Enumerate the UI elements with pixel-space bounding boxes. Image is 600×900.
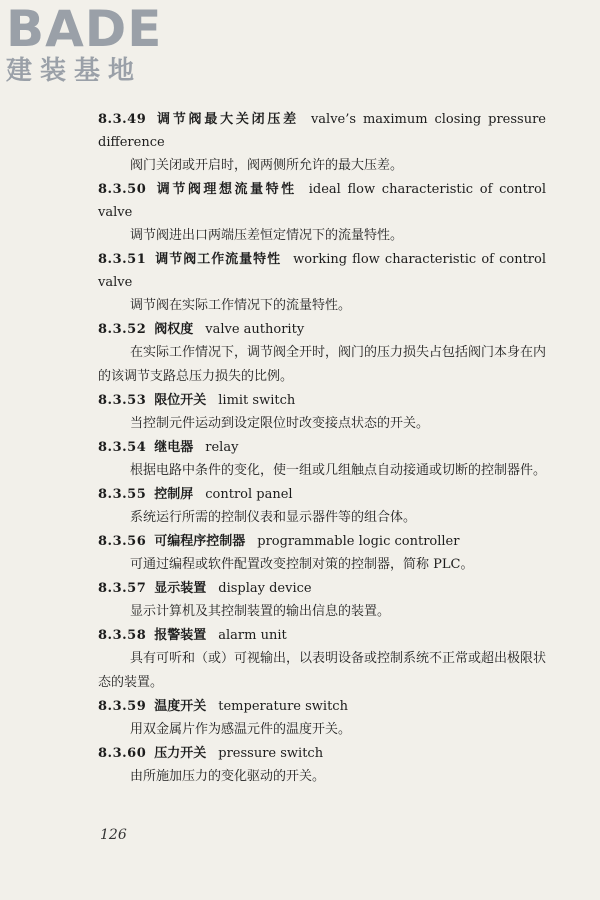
term-english: display device (218, 581, 312, 596)
entry-heading (98, 483, 546, 506)
entry-number: 8.3.57 (98, 581, 147, 596)
entry-heading (98, 248, 546, 294)
entry-heading (98, 108, 546, 154)
entry-definition: 系统运行所需的控制仪表和显示器件等的组合体。 (130, 510, 417, 525)
term-chinese: 阀权度 (154, 322, 194, 337)
entry-number: 8.3.53 (98, 393, 147, 408)
entry-number: 8.3.54 (98, 440, 147, 455)
entry-definition: 显示计算机及其控制装置的输出信息的装置。 (130, 604, 391, 619)
entry-definition: 在实际工作情况下，调节阀全开时，阀门的压力损失占包括阀门本身在内的该调节支路总压力损失的比例。 (98, 345, 547, 384)
entry-heading (98, 530, 546, 553)
term-chinese: 调节阀理想流量特性 (154, 182, 297, 197)
entry-definition: 用双金属片作为感温元件的温度开关。 (130, 722, 352, 737)
entry-definition: 根据电路中条件的变化，使一组或几组触点自动接通或切断的控制器件。 (130, 463, 547, 478)
entry-number: 8.3.52 (98, 322, 147, 337)
term-chinese: 温度开关 (154, 699, 207, 714)
entry-number: 8.3.55 (98, 487, 147, 502)
entry-heading (98, 389, 546, 412)
entry-definition: 具有可听和（或）可视输出，以表明设备或控制系统不正常或超出极限状态的装置。 (98, 651, 547, 690)
entry-number: 8.3.49 (98, 112, 147, 127)
term-english: programmable logic controller (257, 534, 460, 549)
entry-heading (98, 624, 546, 647)
entry-heading (98, 318, 546, 341)
glossary-entry (98, 577, 546, 624)
entry-number: 8.3.58 (98, 628, 147, 643)
glossary-entry (98, 248, 546, 318)
term-chinese: 控制屏 (154, 487, 194, 502)
entry-heading (98, 178, 546, 224)
term-chinese: 调节阀工作流量特性 (154, 252, 282, 267)
term-chinese: 继电器 (154, 440, 194, 455)
entry-number: 8.3.51 (98, 252, 147, 267)
entry-definition: 调节阀在实际工作情况下的流量特性。 (130, 298, 352, 313)
glossary-entry (98, 318, 546, 389)
entry-heading (98, 695, 546, 718)
term-english: alarm unit (218, 628, 287, 643)
term-english: working flow characteristic of control valve (98, 252, 546, 290)
entry-heading (98, 436, 546, 459)
entry-definition: 阀门关闭或开启时，阀两侧所允许的最大压差。 (130, 158, 404, 173)
term-english: relay (205, 440, 239, 455)
term-english: temperature switch (218, 699, 348, 714)
term-english: limit switch (218, 393, 296, 408)
term-chinese: 报警装置 (154, 628, 207, 643)
entry-number: 8.3.50 (98, 182, 147, 197)
glossary-entry (98, 436, 546, 483)
glossary-entry (98, 389, 546, 436)
entry-number: 8.3.56 (98, 534, 147, 549)
glossary-entry (98, 742, 546, 789)
entry-heading (98, 577, 546, 600)
entry-definition: 可通过编程或软件配置改变控制对策的控制器，简称 PLC。 (130, 557, 474, 572)
glossary-entry (98, 530, 546, 577)
glossary-entry (98, 624, 546, 695)
term-chinese: 调节阀最大关闭压差 (154, 112, 299, 127)
page-number: 126 (100, 827, 127, 843)
term-english: ideal flow characteristic of control valve (98, 182, 546, 220)
entry-number: 8.3.59 (98, 699, 147, 714)
term-english: control panel (205, 487, 293, 502)
watermark-logo (6, 0, 163, 86)
term-chinese: 显示装置 (154, 581, 207, 596)
term-english: pressure switch (218, 746, 324, 761)
entry-definition: 调节阀进出口两端压差恒定情况下的流量特性。 (130, 228, 404, 243)
term-chinese: 压力开关 (154, 746, 207, 761)
entry-number: 8.3.60 (98, 746, 147, 761)
term-chinese: 可编程序控制器 (154, 534, 246, 549)
entry-definition: 由所施加压力的变化驱动的开关。 (130, 769, 326, 784)
term-english: valve authority (205, 322, 305, 337)
entry-definition: 当控制元件运动到设定限位时改变接点状态的开关。 (130, 416, 430, 431)
glossary-content (98, 108, 546, 789)
watermark-brand: BADE (6, 0, 163, 58)
watermark-brand-cn: 建装基地 (6, 56, 143, 86)
glossary-entry (98, 178, 546, 248)
glossary-entry (98, 695, 546, 742)
term-chinese: 限位开关 (154, 393, 207, 408)
glossary-entry (98, 108, 546, 178)
glossary-entry (98, 483, 546, 530)
term-english: valve’s maximum closing pressure difference (98, 112, 546, 150)
entry-heading (98, 742, 546, 765)
